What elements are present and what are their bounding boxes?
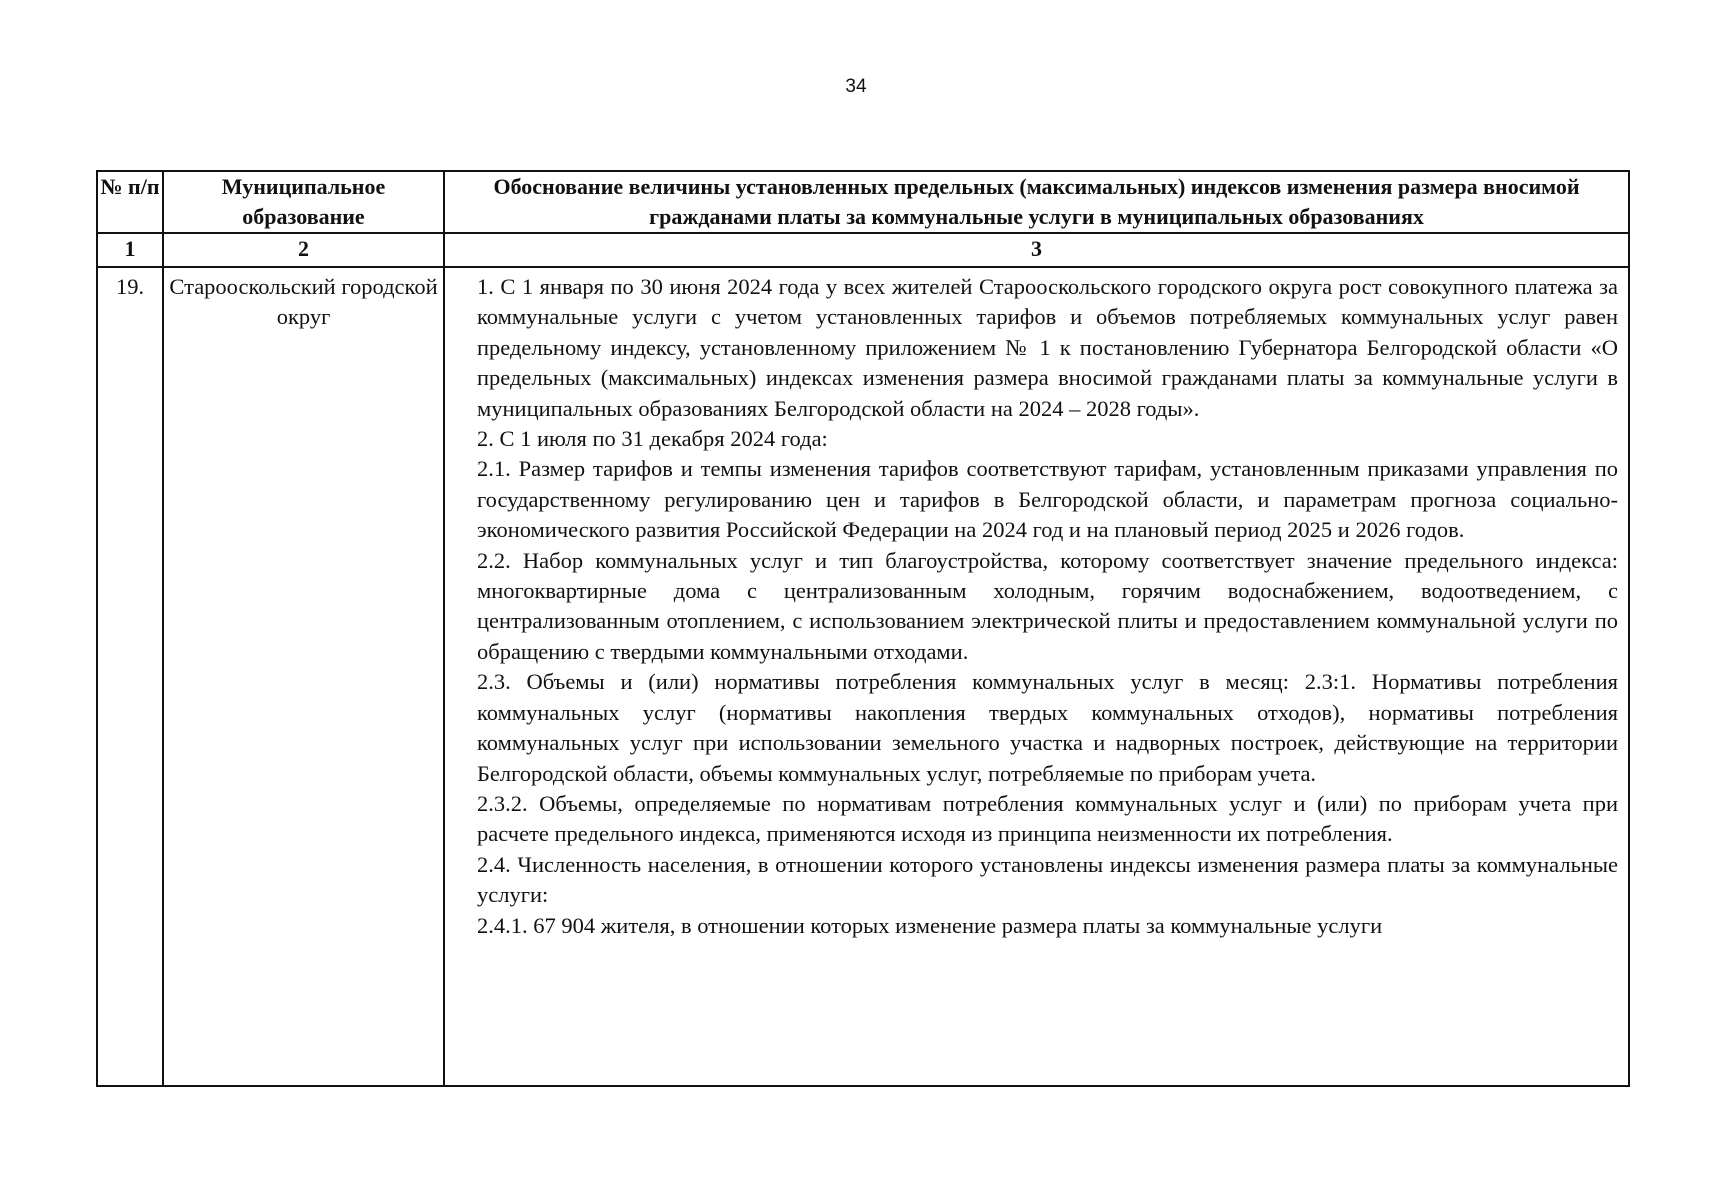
justification-paragraph: 2.4.1. 67 904 жителя, в отношении которых изменение размера платы за коммунальные услуги	[477, 912, 1383, 938]
row-justification	[444, 267, 1629, 1086]
column-numbers-row	[97, 233, 1629, 267]
header-municipality: Муниципальное образование	[163, 171, 444, 233]
justification-paragraph: 2.3. Объемы и (или) нормативы потребления коммунальных услуг в месяц: 2.3:1. Нормативы потребления коммунальных услуг (нормативы накопления твердых коммунальных отходов), нормативы потребления коммунальных услуг при использовании земельного участка и надворных построек, действующие на территории Белгородской области, объемы коммунальных услуг, потребляемые по приборам учета.	[477, 669, 1618, 786]
justification-paragraph: 2.2. Набор коммунальных услуг и тип благоустройства, которому соответствует значение предельного индекса: многоквартирные дома с централизованным холодным, горячим водоснабжением, водоотведением, с централизованным отоплением, с использованием электрической плиты и предоставлением коммунальной услуги по обращению с твердыми коммунальными отходами.	[477, 547, 1618, 664]
justification-paragraph: 1. С 1 января по 30 июня 2024 года у всех жителей Старооскольского городского округа рост совокупного платежа за коммунальные услуги с учетом установленных тарифов и объемов потребляемых коммунальных услуг равен предельному индексу, установленному приложением № 1 к постановлению Губернатора Белгородской области «О предельных (максимальных) индексах изменения размера вносимой гражданами платы за коммунальные услуги в муниципальных образованиях Белгородской области на 2024 – 2028 годы».	[477, 274, 1618, 421]
row-municipality: Старооскольский городской округ	[163, 267, 444, 1086]
justification-paragraph: 2.1. Размер тарифов и темпы изменения тарифов соответствуют тарифам, установленным приказами управления по государственному регулированию цен и тарифов в Белгородской области, и параметрам прогноза социально-экономического развития Российской Федерации на 2024 год и на плановый период 2025 и 2026 годов.	[477, 456, 1618, 543]
column-number-3: 3	[444, 233, 1629, 267]
table-header-row	[97, 171, 1629, 233]
justification-table	[96, 170, 1630, 1087]
header-row-number: № п/п	[97, 171, 163, 233]
justification-paragraph: 2. С 1 июля по 31 декабря 2024 года:	[477, 426, 828, 452]
column-number-1: 1	[97, 233, 163, 267]
column-number-2: 2	[163, 233, 444, 267]
page-number: 34	[845, 76, 867, 97]
table-row	[97, 267, 1629, 1086]
row-number: 19.	[97, 267, 163, 1086]
header-justification: Обоснование величины установленных предельных (максимальных) индексов изменения размера вносимой гражданами платы за коммунальные услуги в муниципальных образованиях	[444, 171, 1629, 233]
justification-paragraph: 2.3.2. Объемы, определяемые по нормативам потребления коммунальных услуг и (или) по приборам учета при расчете предельного индекса, применяются исходя из принципа неизменности их потребления.	[477, 790, 1618, 847]
justification-paragraph: 2.4. Численность населения, в отношении которого установлены индексы изменения размера платы за коммунальные услуги:	[477, 851, 1618, 908]
